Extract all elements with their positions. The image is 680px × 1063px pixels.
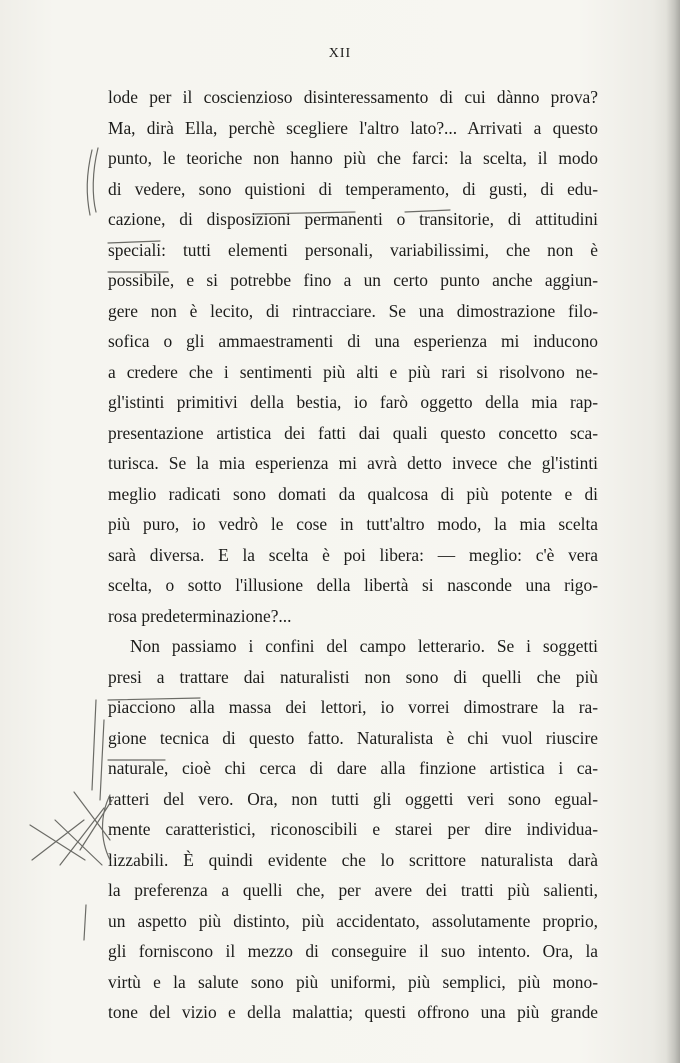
margin-cross-mark <box>32 820 84 860</box>
text-line: piacciono alla massa dei lettori, io vorrei dimostrare la ra- <box>108 697 598 717</box>
text-line: a credere che i sentimenti più alti e più rari si risolvono ne- <box>108 361 598 382</box>
text-line: naturale, cioè chi cerca di dare alla finzione artistica i ca- <box>108 758 598 778</box>
text-line-paragraph-start: Non passiamo i confini del campo letterario. Se i soggetti <box>130 636 598 656</box>
text-line: presi a trattare dai naturalisti non sono di quelli che più <box>108 666 598 687</box>
text-line: lode per il coscienzioso disinteressamento di cui dànno prova? <box>108 87 598 107</box>
text-line: punto, le teoriche non hanno più che farci: la scelta, il modo <box>108 148 598 168</box>
text-line: sofica o gli ammaestramenti di una esperienza mi inducono <box>108 331 598 351</box>
text-line: un aspetto più distinto, più accidentato, assolutamente proprio, <box>108 910 598 931</box>
text-line: tone del vizio e della malattia; questi offrono una più grande <box>108 1002 598 1022</box>
text-line-paragraph-end: rosa predeterminazione?... <box>108 605 292 626</box>
text-line: più puro, io vedrò le cose in tutt'altro modo, la mia scelta <box>108 514 598 534</box>
text-line: gione tecnica di questo fatto. Naturalista è chi vuol riuscire <box>108 727 598 748</box>
margin-line-mark <box>84 905 86 940</box>
text-line: mente caratteristici, riconoscibili e starei per dire individua- <box>108 819 598 839</box>
text-line: ratteri del vero. Ora, non tutti gli oggetti veri sono egual- <box>108 788 598 809</box>
text-line: presentazione artistica dei fatti dai quali questo concetto sca- <box>108 422 598 443</box>
page-number: XII <box>328 46 352 61</box>
margin-line-mark <box>92 700 96 790</box>
text-line: speciali: tutti elementi personali, variabilissimi, che non è <box>108 239 598 260</box>
margin-cross-mark <box>55 820 102 865</box>
text-line: sarà diversa. E la scelta è poi libera: — meglio: c'è vera <box>108 544 598 565</box>
text-line: gli forniscono il mezzo di conseguire il suo intento. Ora, la <box>108 941 598 961</box>
text-line: turisca. Se la mia esperienza mi avrà detto invece che gl'istinti <box>108 453 598 473</box>
page-edge-shadow <box>666 0 680 1063</box>
margin-line-mark <box>100 720 104 800</box>
body-text <box>108 82 598 1028</box>
text-line: cazione, di disposizioni permanenti o transitorie, di attitudini <box>108 209 598 229</box>
margin-cross-mark <box>30 825 85 860</box>
margin-cross-mark <box>60 808 104 865</box>
text-line: di vedere, sono quistioni di temperamento, di gusti, di edu- <box>108 178 598 199</box>
text-line: virtù e la salute sono più uniformi, più semplici, più mono- <box>108 971 598 992</box>
text-line: la preferenza a quelli che, per avere dei tratti più salienti, <box>108 880 598 900</box>
margin-cross-mark <box>74 792 110 840</box>
text-line: Ma, dirà Ella, perchè scegliere l'altro lato?... Arrivati a questo <box>108 117 598 138</box>
margin-bracket-mark <box>93 148 98 212</box>
text-line: gere non è lecito, di rintracciare. Se una dimostrazione filo- <box>108 300 598 321</box>
margin-bracket-mark <box>87 150 92 215</box>
text-line: gl'istinti primitivi della bestia, io farò oggetto della mia rap- <box>108 392 598 412</box>
text-line: lizzabili. È quindi evidente che lo scrittore naturalista darà <box>108 849 598 870</box>
text-line: possibile, e si potrebbe fino a un certo punto anche aggiun- <box>108 270 598 290</box>
text-line: scelta, o sotto l'illusione della libertà si nasconde una rigo- <box>108 575 598 595</box>
text-line: meglio radicati sono domati da qualcosa di più potente e di <box>108 483 598 504</box>
